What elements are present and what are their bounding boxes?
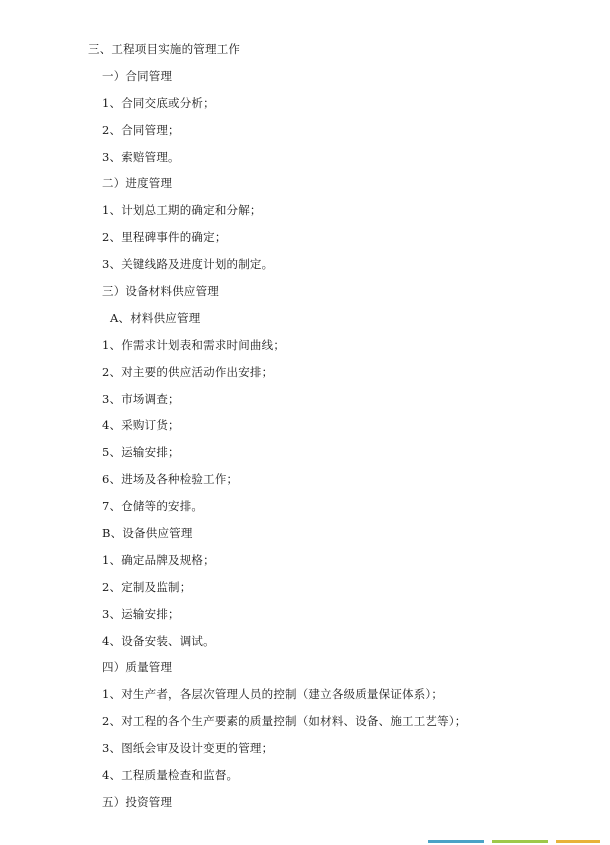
document-line: 3、市场调查； [102,391,180,406]
document-line: 2、对工程的各个生产要素的质量控制（如材料、设备、施工工艺等）； [102,714,467,729]
document-line: 2、合同管理； [102,122,180,137]
document-line: 4、设备安装、调试。 [102,633,215,648]
document-line: 三）设备材料供应管理 [102,284,219,299]
document-line: 1、合同交底或分析； [102,95,215,110]
document-line: 三、工程项目实施的管理工作 [88,42,241,56]
document-line: 4、采购订货； [102,418,180,433]
document-line: 3、关键线路及进度计划的制定。 [102,257,274,272]
footer-color-bar [0,831,610,845]
document-line: 1、作需求计划表和需求时间曲线； [102,337,286,352]
document-body [88,44,550,808]
document-line: 1、计划总工期的确定和分解； [102,203,262,218]
footer-segment-blue [428,840,484,843]
document-line: 2、对主要的供应活动作出安排； [102,364,274,379]
document-line: 1、确定品牌及规格； [102,552,215,567]
footer-segment-orange [556,840,600,843]
document-line: 6、进场及各种检验工作； [102,472,239,487]
document-line: 四）质量管理 [102,660,173,675]
document-line: 五）投资管理 [102,794,173,809]
document-line: 7、仓储等的安排。 [102,499,204,514]
document-line: 1、对生产者，各层次管理人员的控制（建立各级质量保证体系）； [102,687,444,702]
document-line: B、设备供应管理 [102,526,193,541]
document-line: 3、索赔管理。 [102,149,180,164]
document-line: A、材料供应管理 [110,310,201,325]
document-line: 二）进度管理 [102,176,173,191]
document-line: 5、运输安排； [102,445,180,460]
document-line: 3、运输安排； [102,606,180,621]
footer-segment-green [492,840,548,843]
document-line: 2、定制及监制； [102,579,192,594]
document-line: 2、里程碑事件的确定； [102,230,227,245]
document-line: 3、图纸会审及设计变更的管理； [102,741,274,756]
document-line: 一）合同管理 [102,68,173,83]
document-line: 4、工程质量检查和监督。 [102,768,239,783]
